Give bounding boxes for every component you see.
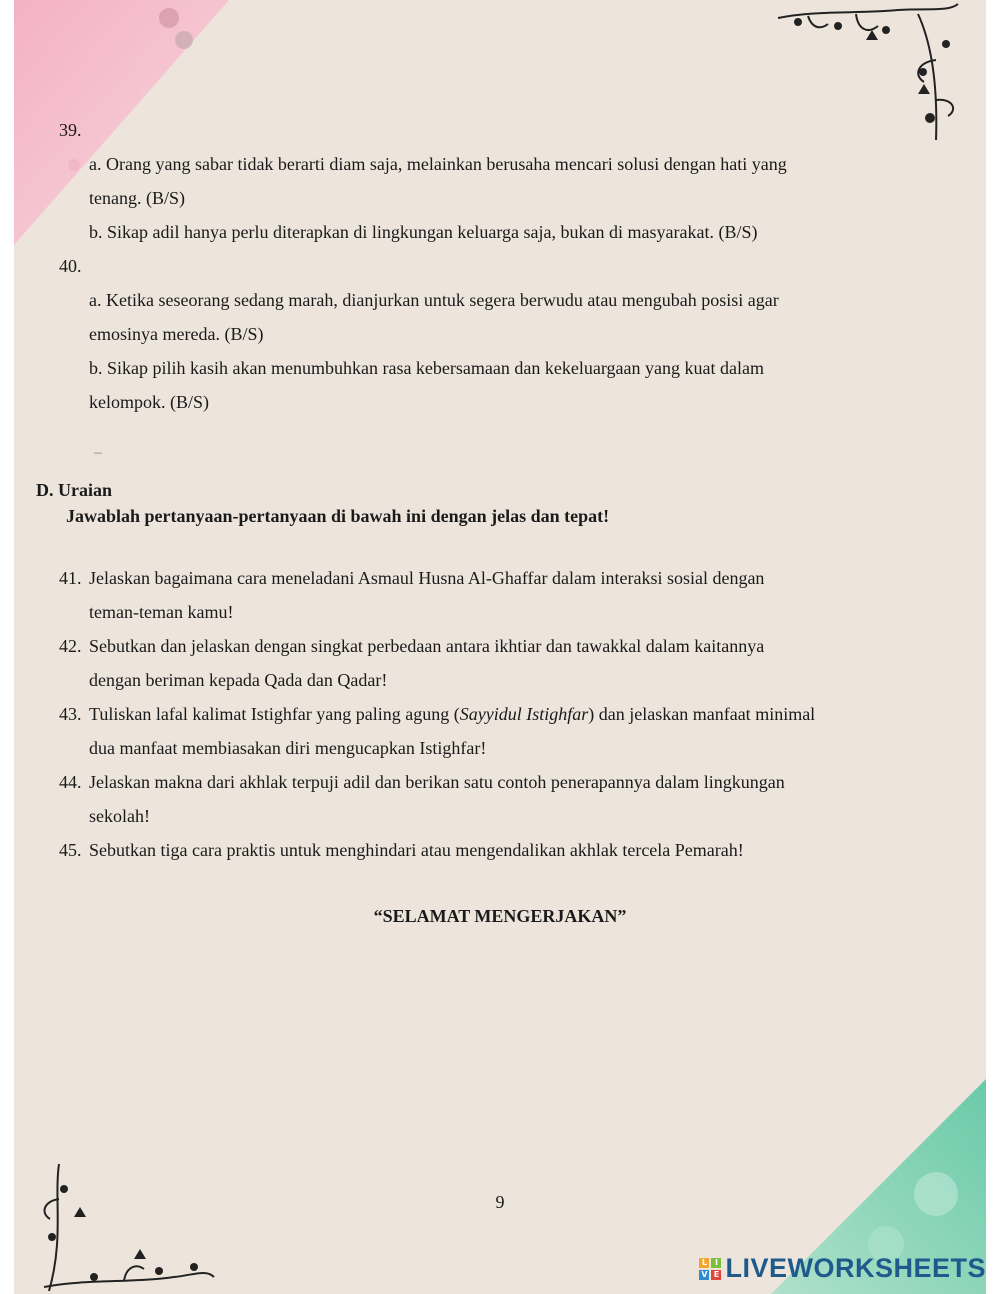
section-d-heading: D. Uraian [36,480,112,500]
liveworksheets-logo[interactable] [699,1253,986,1284]
liveworksheets-logo-icon [699,1258,721,1280]
essay-43-text-post: ) dan jelaskan manfaat minimal [588,704,816,724]
liveworksheets-logo-text: LIVEWORKSHEETS [725,1253,986,1283]
section-d-instruction: Jawablah pertanyaan-pertanyaan di bawah ini dengan jelas dan tepat! [66,506,610,526]
logo-tile-l: L [699,1258,709,1268]
question-39-option-a-cont: tenang. (B/S) [89,188,185,208]
essay-43-text-pre: Tuliskan lafal kalimat Istighfar yang paling agung ( [89,704,460,724]
essay-45-number: 45. [59,840,82,860]
floral-ornament-top-right [768,0,968,150]
essay-42-text-cont: dengan beriman kepada Qada dan Qadar! [89,670,388,690]
essay-43-text-cont: dua manfaat membiasakan diri mengucapkan Istighfar! [89,738,487,758]
question-40-option-a-cont: emosinya mereda. (B/S) [89,324,264,344]
essay-42-text: Sebutkan dan jelaskan dengan singkat perbedaan antara ikhtiar dan tawakkal dalam kaitannya [89,636,765,656]
question-39-number: 39. [59,120,82,140]
page-number: 9 [495,1192,505,1212]
worksheet-page [14,0,986,1294]
question-40-option-a: a. Ketika seseorang sedang marah, dianjurkan untuk segera berwudu atau mengubah posisi agar [89,290,779,310]
dash-mark: – [94,444,102,461]
logo-tile-v: V [701,1269,708,1279]
essay-42-number: 42. [59,636,82,656]
question-39-option-a: a. Orang yang sabar tidak berarti diam saja, melainkan berusaha mencari solusi dengan hati yang [89,154,787,174]
logo-tile-e: E [711,1270,721,1280]
logo-tile-i: I [711,1258,721,1268]
closing-message: “SELAMAT MENGERJAKAN” [373,906,627,926]
essay-44-text-cont: sekolah! [89,806,150,826]
essay-41-number: 41. [59,568,82,588]
essay-43-italic-term: Sayyidul Istighfar [459,704,589,724]
essay-44-text: Jelaskan makna dari akhlak terpuji adil dan berikan satu contoh penerapannya dalam lingkungan [89,772,785,792]
essay-44-number: 44. [59,772,82,792]
floral-ornament-bottom-left [34,1159,224,1294]
question-40-option-b-cont: kelompok. (B/S) [89,392,209,412]
question-40-number: 40. [59,256,82,276]
essay-45-text: Sebutkan tiga cara praktis untuk menghindari atau mengendalikan akhlak tercela Pemarah! [89,840,744,860]
question-40-option-b: b. Sikap pilih kasih akan menumbuhkan rasa kebersamaan dan kekeluargaan yang kuat dalam [89,358,764,378]
essay-43-number: 43. [59,704,82,724]
question-39-option-b: b. Sikap adil hanya perlu diterapkan di lingkungan keluarga saja, bukan di masyarakat. (B/S) [89,222,758,242]
essay-43-text [89,697,815,731]
essay-41-text-cont: teman-teman kamu! [89,602,234,622]
essay-41-text: Jelaskan bagaimana cara meneladani Asmaul Husna Al-Ghaffar dalam interaksi sosial dengan [89,568,765,588]
